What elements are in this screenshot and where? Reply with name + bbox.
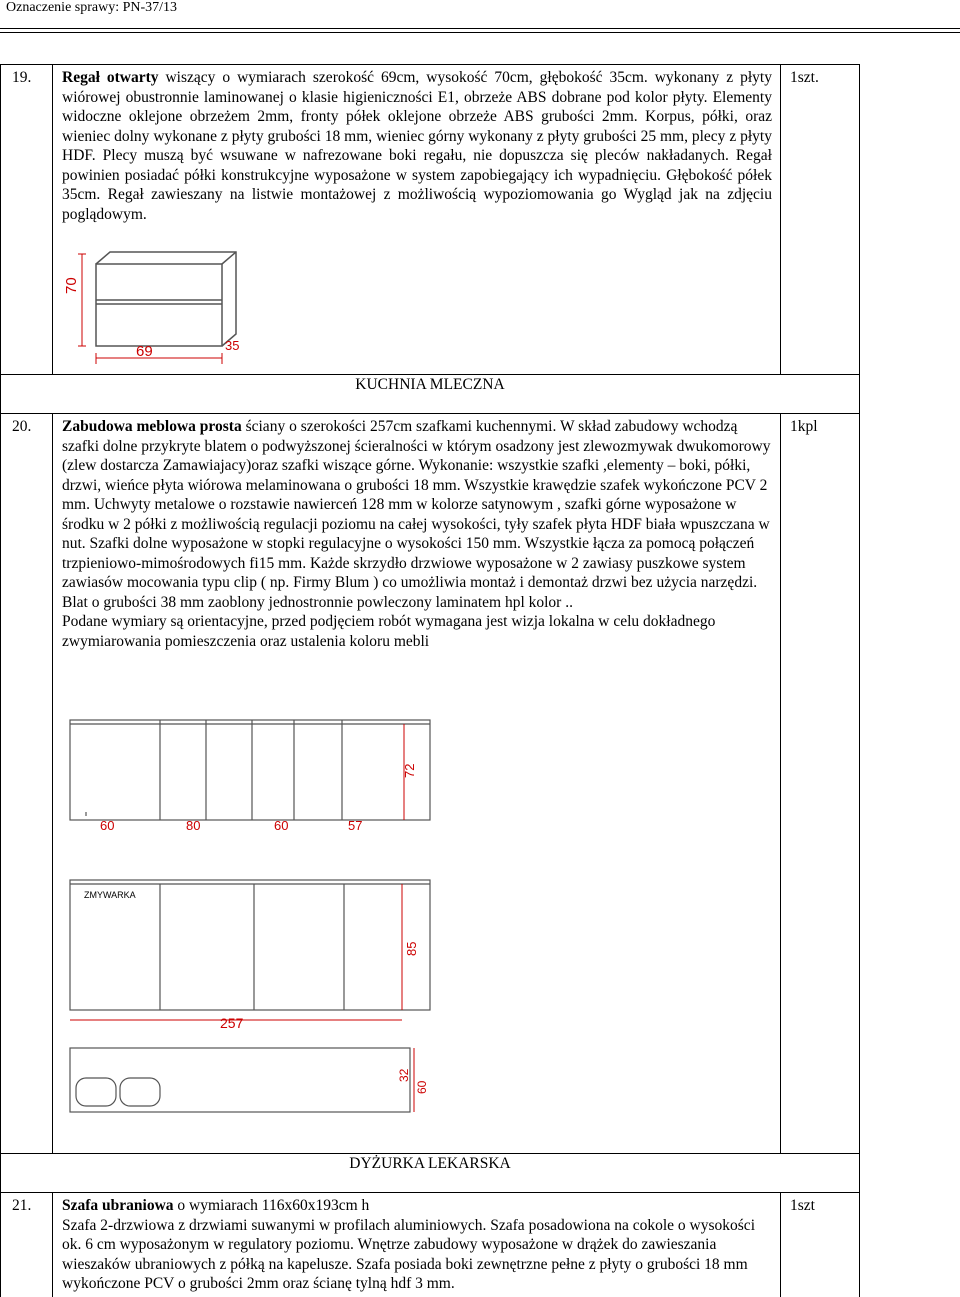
col-divider-2: [780, 413, 781, 1153]
col-divider-2: [780, 1192, 781, 1297]
col-divider-1: [52, 1192, 53, 1297]
item-title: Zabudowa meblowa prosta: [62, 418, 242, 435]
header-rule: [0, 28, 960, 29]
row-divider: [0, 1192, 860, 1193]
dim-counter-a: 32: [397, 1068, 411, 1082]
dim-lower-height: 85: [404, 941, 419, 956]
caption-kitchen: KUCHNIA MLECZNA: [355, 376, 505, 393]
item-title: Regał otwarty: [62, 69, 159, 86]
dim-total-width: 257: [220, 1015, 244, 1031]
item-quantity: 1szt.: [790, 69, 819, 86]
dishwasher-label: ZMYWARKA: [84, 890, 136, 900]
dim-width: 69: [136, 343, 153, 360]
col-divider-2: [780, 64, 781, 375]
item-desc-text: o wymiarach 116x60x193cm h: [173, 1197, 370, 1214]
item-desc-note: Podane wymiary są orientacyjne, przed podjęciem robót wymagana jest wizja lokalna w celu dokładnego zwymiarowania pomieszczenia oraz ustalenia koloru mebli: [62, 613, 716, 650]
row-divider: [0, 1153, 860, 1154]
item-quantity: 1szt: [790, 1197, 815, 1214]
item-title: Szafa ubraniowa: [62, 1197, 174, 1214]
item-description: [62, 1196, 774, 1294]
table-top-border: [0, 64, 860, 65]
item-desc-text: ściany o szerokości 257cm szafkami kuchennymi. W skład zabudowy wchodzą szafki dolne przykryte blatem o podwyższonej ścieralności w którym osadzony jest zlewozmywak dwukomorowy (zlew dostarcza Zamawiajacy)oraz szafki wiszące górne. Wykonanie: wszystkie szafki ,elementy – boki, półki, drzwi, wieńce płyta wiórowa melaminowana o grubości 18 mm. Wszystkie krawędzie szafek wykończone PCV 2 mm. Uchwyty metalowe o rozstawie nawierceń 128 mm w kolorze satynowym , szafki górne wyposażone w środku w 2 półki z możliwością regulacji poziomu na całej wysokości, tyły szafek płyta HDF biała wpuszczana w nut. Szafki dolne wyposażone w stopki regulacyjne o wysokości 150 mm. Wszystkie łącza za pomocą połączeń trzpieniowo-mimośrodowych fi15 mm. Każde skrzydło drzwiowe wyposażone w 2 zawiasy puszkowe system zawiasów mocowania typu clip ( np. Firmy Blum ) co umożliwia montaż i demontaż drzwi bez użycia narzędzi. Blat o grubości 38 mm zaoblony jednostronnie powleczony laminatem hpl kolor ..: [62, 418, 771, 611]
row-divider: [0, 374, 860, 375]
row-divider: [0, 413, 860, 414]
dim-depth: 35: [225, 338, 240, 353]
table-left-border: [0, 64, 1, 1297]
item-number: 20.: [12, 418, 32, 435]
dim-upper-2: 80: [186, 818, 201, 833]
shelf-drawing: [60, 248, 260, 370]
case-label: Oznaczenie sprawy: PN-37/13: [6, 0, 178, 15]
dim-height: 70: [63, 277, 80, 294]
item-description: [62, 68, 772, 224]
dim-upper-3: 60: [274, 818, 289, 833]
col-divider-1: [52, 413, 53, 1153]
header-rule-2: [0, 32, 960, 33]
item-desc-body: Szafa 2-drzwiowa z drzwiami suwanymi w profilach aluminiowych. Szafa posadowiona na cokole o wysokości ok. 6 cm wyposażonym w regulatory poziomu. Wnętrze zabudowy wyposażone w drążek do zawieszania wieszaków ubraniowych z półką na kapelusze. Szafa posiada boki zewnętrzne pełne z płyty o grubości 18 mm wykończone PCV o grubości 2mm oraz ścianę tylną hdf 3 mm.: [62, 1216, 755, 1292]
lower-cabinets-drawing: [62, 872, 442, 1032]
caption-duty-room: DYŻURKA LEKARSKA: [349, 1155, 511, 1172]
dim-counter-b: 60: [415, 1080, 429, 1094]
upper-cabinets-drawing: [62, 712, 442, 842]
dim-upper-height: 72: [402, 763, 417, 778]
dim-upper-4: 57: [348, 818, 363, 833]
item-desc-text: wiszący o wymiarach szerokość 69cm, wysokość 70cm, głębokość 35cm. wykonany z płyty wiórowej obustronnie laminowanej o klasie higieniczności E1, obrzeże ABS dobrane pod kolor płyty. Elementy widoczne oklejone obrzeżem 2mm, fronty półek oklejone obrzeże ABS grubości 2mm. Korpus, półki, oraz wieniec dolny wykonane z płyty grubości 18 mm, wieniec górny wykonany z płyty grubości 25 mm, plecy z płyty HDF. Plecy muszą być wsuwane w nafrezowane boki regału, nie dopuszcza się pleców nakładanych. Regał powinien posiadać półki konstrukcyjne wyposażone w system zapobiegający ich wypadnięciu. Głębokość półek 35cm. Regał zawieszany na listwie montażowej z możliwością wypoziomowania go Wygląd jak na zdjęciu poglądowym.: [62, 69, 772, 223]
countertop-drawing: [62, 1040, 442, 1120]
dim-upper-1: 60: [100, 818, 115, 833]
item-description: [62, 417, 774, 651]
item-quantity: 1kpl: [790, 418, 818, 435]
item-number: 21.: [12, 1197, 32, 1214]
col-divider-1: [52, 64, 53, 375]
item-number: 19.: [12, 69, 32, 86]
table-right-border: [859, 64, 860, 1297]
